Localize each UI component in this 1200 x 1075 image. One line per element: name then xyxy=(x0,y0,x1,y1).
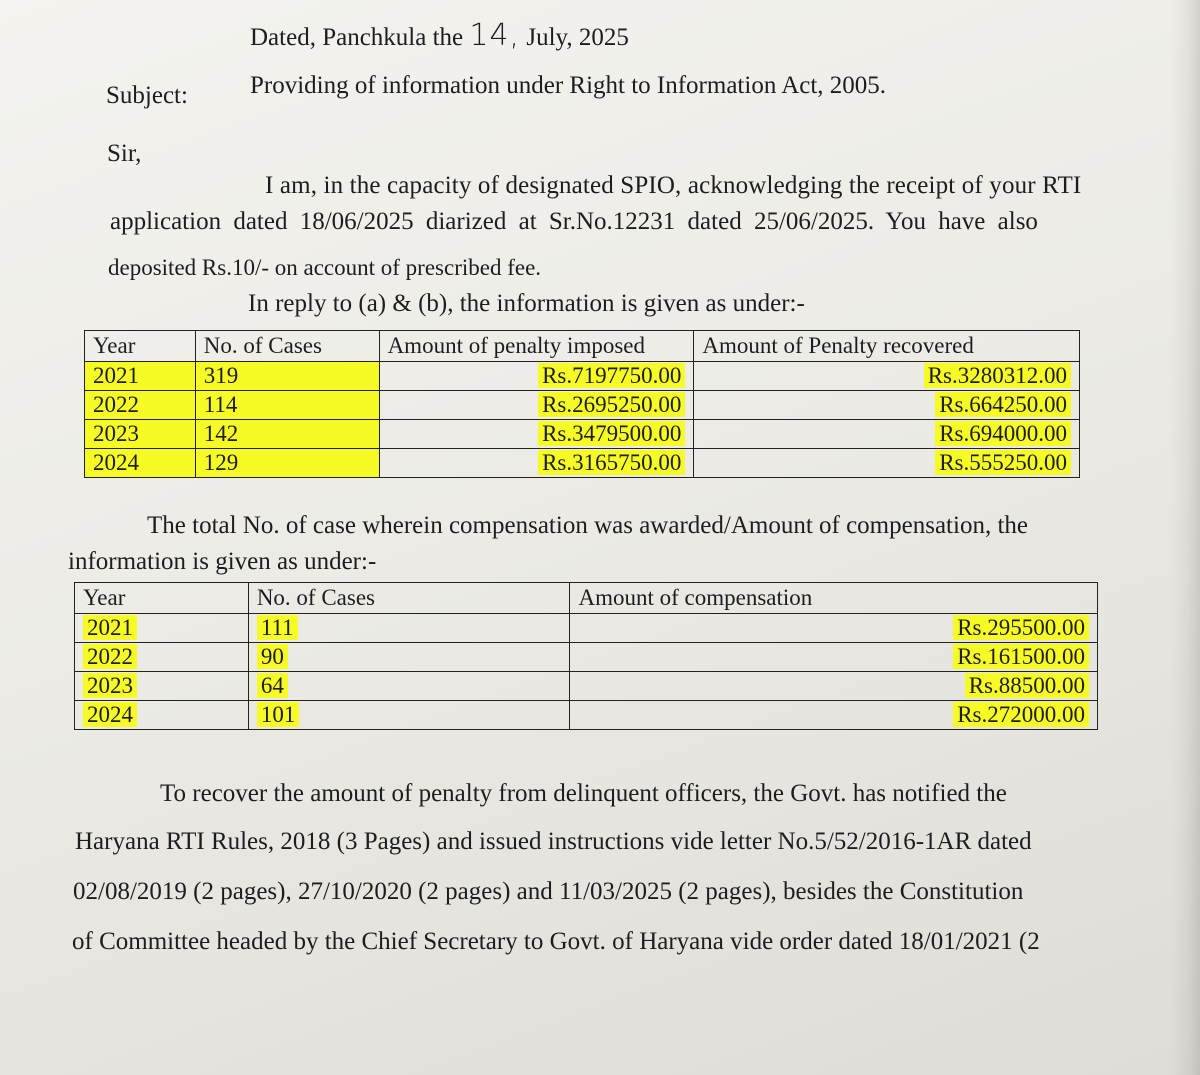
table-row xyxy=(75,614,1098,643)
table-row xyxy=(85,449,1080,478)
table-row xyxy=(75,701,1098,730)
table-row xyxy=(85,391,1080,420)
header-cases: No. of Cases xyxy=(195,331,379,362)
table-row xyxy=(75,672,1098,701)
header-imposed: Amount of penalty imposed xyxy=(379,331,694,362)
cell-year: 2022 xyxy=(83,644,137,669)
cell-cases: 101 xyxy=(257,702,300,727)
header-cases: No. of Cases xyxy=(248,583,570,614)
cell-cases: 90 xyxy=(257,644,288,669)
cell-year: 2023 xyxy=(83,673,137,698)
header-year: Year xyxy=(75,583,249,614)
compensation-table xyxy=(74,582,1098,730)
cell-year: 2024 xyxy=(85,449,196,478)
table-row xyxy=(85,420,1080,449)
header-amount: Amount of compensation xyxy=(570,583,1098,614)
reply-intro: In reply to (a) & (b), the information is given as under:- xyxy=(248,290,805,317)
compensation-intro-line1: The total No. of case wherein compensation was awarded/Amount of compensation, the xyxy=(147,512,1028,539)
handwritten-day: 14, xyxy=(469,18,521,53)
cell-imposed: Rs.3165750.00 xyxy=(538,450,685,475)
para1-line2: application dated 18/06/2025 diarized at Sr.No.12231 dated 25/06/2025. You have also xyxy=(110,208,1038,235)
header-year: Year xyxy=(85,331,196,362)
compensation-table-header xyxy=(75,583,1098,614)
para1-line1: I am, in the capacity of designated SPIO, acknowledging the receipt of your RTI xyxy=(265,172,1082,199)
cell-year: 2023 xyxy=(85,420,196,449)
penalty-table xyxy=(84,330,1080,478)
header-recovered: Amount of Penalty recovered xyxy=(694,331,1080,362)
cell-cases: 142 xyxy=(195,420,379,449)
para-recover-line1: To recover the amount of penalty from delinquent officers, the Govt. has notified the xyxy=(160,780,1007,807)
subject-text: Providing of information under Right to Information Act, 2005. xyxy=(250,72,887,99)
subject-label: Subject: xyxy=(106,82,188,109)
cell-imposed: Rs.3479500.00 xyxy=(538,421,685,446)
cell-amount: Rs.88500.00 xyxy=(965,673,1089,698)
paper-edge-shadow xyxy=(1170,0,1200,1075)
cell-recovered: Rs.694000.00 xyxy=(935,421,1071,446)
para1-line3: deposited Rs.10/- on account of prescribed fee. xyxy=(108,255,542,280)
cell-recovered: Rs.555250.00 xyxy=(935,450,1071,475)
para-recover-line4: of Committee headed by the Chief Secretary to Govt. of Haryana vide order dated 18/01/2021 (2 xyxy=(72,928,1040,955)
cell-imposed: Rs.2695250.00 xyxy=(538,392,685,417)
cell-amount: Rs.295500.00 xyxy=(953,615,1089,640)
cell-cases: 64 xyxy=(257,673,288,698)
cell-cases: 114 xyxy=(195,391,379,420)
compensation-intro-line2: information is given as under:- xyxy=(68,548,377,575)
cell-recovered: Rs.664250.00 xyxy=(935,392,1071,417)
cell-amount: Rs.272000.00 xyxy=(953,702,1089,727)
month-year: July, 2025 xyxy=(526,24,629,51)
table-row xyxy=(85,362,1080,391)
cell-cases: 111 xyxy=(257,615,298,640)
date-line xyxy=(250,18,629,53)
salutation: Sir, xyxy=(107,140,142,167)
cell-cases: 129 xyxy=(195,449,379,478)
cell-year: 2022 xyxy=(85,391,196,420)
cell-amount: Rs.161500.00 xyxy=(953,644,1089,669)
dated-prefix: Dated, Panchkula the xyxy=(250,24,464,51)
para-recover-line2: Haryana RTI Rules, 2018 (3 Pages) and issued instructions vide letter No.5/52/2016-1AR dated xyxy=(75,828,1032,855)
para-recover-line3: 02/08/2019 (2 pages), 27/10/2020 (2 pages) and 11/03/2025 (2 pages), besides the Constitution xyxy=(73,878,1024,905)
table-row xyxy=(75,643,1098,672)
cell-recovered: Rs.3280312.00 xyxy=(924,363,1071,388)
cell-year: 2021 xyxy=(83,615,137,640)
cell-year: 2024 xyxy=(83,702,137,727)
cell-imposed: Rs.7197750.00 xyxy=(538,363,685,388)
cell-year: 2021 xyxy=(85,362,196,391)
cell-cases: 319 xyxy=(195,362,379,391)
penalty-table-header xyxy=(85,331,1080,362)
